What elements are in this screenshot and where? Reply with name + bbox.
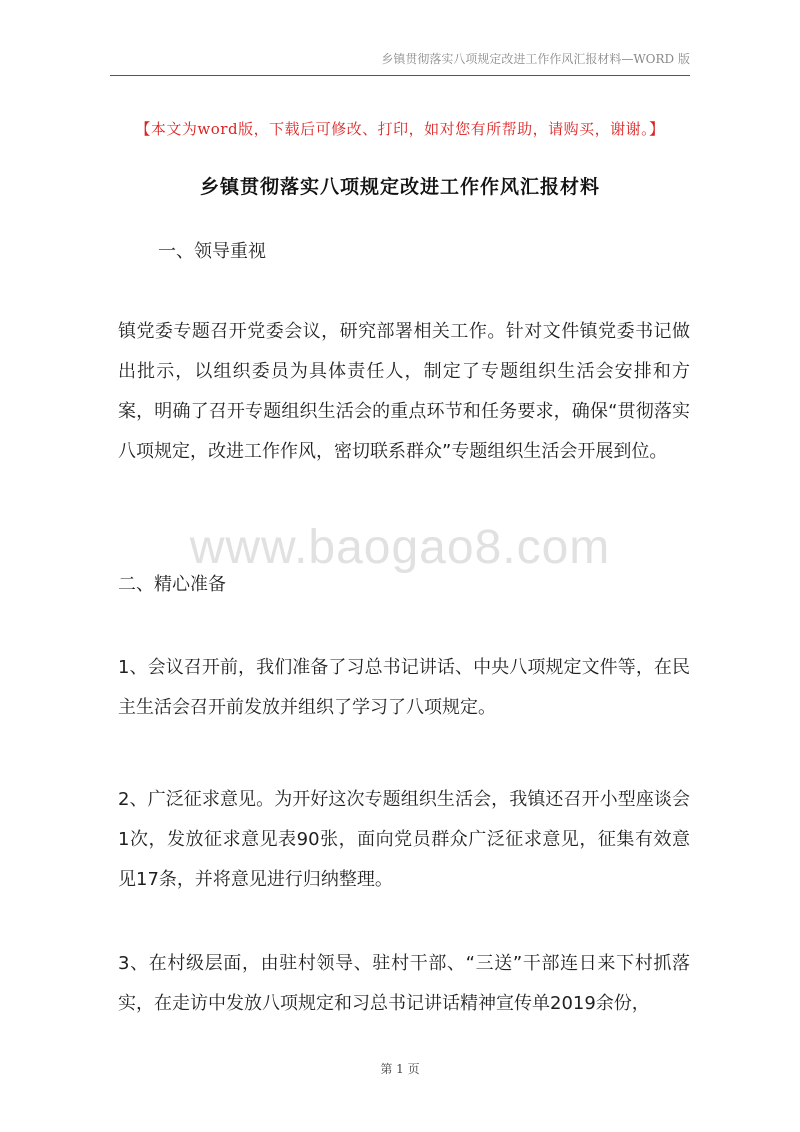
page-number: 第 1 页	[380, 1062, 420, 1076]
watermark: www.baogao8.com	[189, 521, 611, 574]
paragraph-leadership: 镇党委专题召开党委会议，研究部署相关工作。针对文件镇党委书记做出批示，以组织委员为具体责任人，制定了专题组织生活会安排和方案，明确了召开专题组织生活会的重点环节和任务要求，确保“贯彻落实八项规定，改进工作作风，密切联系群众”专题组织生活会开展到位。	[118, 321, 690, 462]
paragraph-item-3: 3、在村级层面，由驻村领导、驻村干部、“三送”干部连日来下村抓落实，在走访中发放八项规定和习总书记讲话精神宣传单2019余份，	[118, 953, 690, 1014]
page-header: 乡镇贯彻落实八项规定改进工作作风汇报材料—WORD 版	[110, 50, 690, 76]
paragraph-item-2: 2、广泛征求意见。为开好这次专题组织生活会，我镇还召开小型座谈会1次，发放征求意见表90张，面向党员群众广泛征求意见，征集有效意见17条，并将意见进行归纳整理。	[118, 789, 690, 890]
section-heading-preparation: 二、精心准备	[118, 574, 226, 595]
purchase-notice: 【本文为word版，下载后可修改、打印，如对您有所帮助，请购买，谢谢。】	[135, 120, 665, 138]
section-heading-leadership: 一、领导重视	[158, 241, 266, 262]
document-title: 乡镇贯彻落实八项规定改进工作作风汇报材料	[199, 176, 600, 198]
paragraph-item-1: 1、会议召开前，我们准备了习总书记讲话、中央八项规定文件等，在民主生活会召开前发放并组织了学习了八项规定。	[118, 657, 690, 718]
